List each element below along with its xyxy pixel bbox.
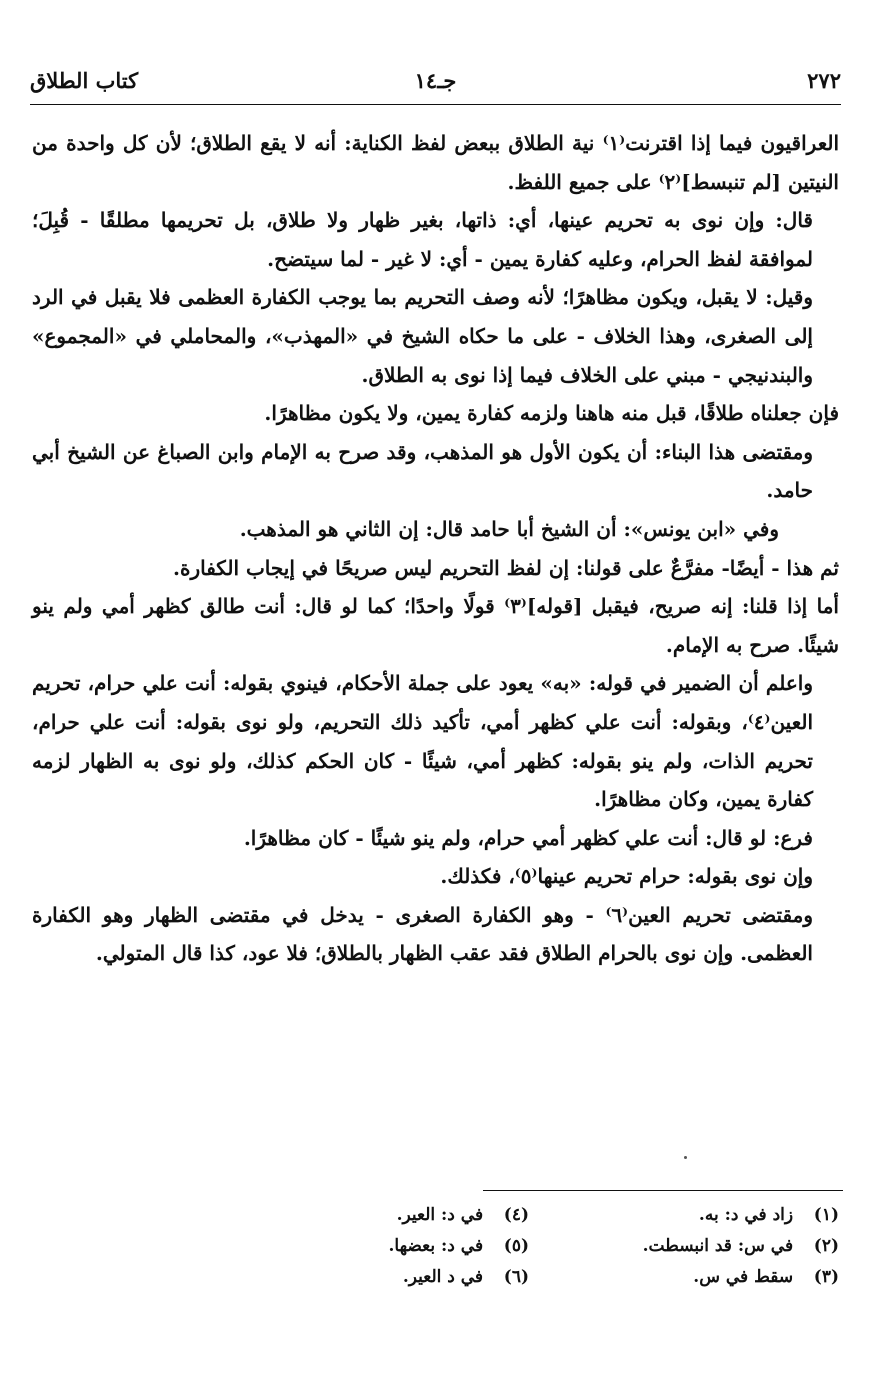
paragraph: العراقيون فيما إذا اقترنت⁽١⁾ نية الطلاق ببعض لفظ الكناية: أنه لا يقع الطلاق؛ لأن كل واحدة من النيتين [لم تنبسط]⁽٢⁾ على جميع اللفظ. — [32, 131, 840, 194]
footnote-text: في د: العير. — [396, 1205, 484, 1225]
footnote-column-left — [289, 1200, 529, 1293]
footnote-item — [599, 1262, 839, 1293]
main-text — [32, 124, 839, 973]
footnote-text: زاد في د: به. — [698, 1205, 794, 1225]
footnote-text: في د: بعضها. — [388, 1236, 484, 1256]
header-divider — [30, 104, 841, 105]
paragraph: وفي «ابن يونس»: أن الشيخ أبا حامد قال: إن الثاني هو المذهب. — [239, 516, 779, 541]
footnote-item — [289, 1231, 529, 1262]
paragraph: ثم هذا - أيضًا- مفرَّعٌ على قولنا: إن لفظ التحريم ليس صريحًا في إيجاب الكفارة. — [173, 555, 839, 580]
ink-dot — [684, 1156, 687, 1159]
paragraph: واعلم أن الضمير في قوله: «به» يعود على جملة الأحكام، فينوي بقوله: أنت علي حرام، تحريم العين⁽٤⁾، وبقوله: أنت علي كظهر أمي، تأكيد ذلك التحريم، ولو نوى بقوله: أنت علي حرام، تحريم الذات، ولم ينو بقوله: كظهر أمي، شيئًا - كان الحكم كذلك، ولو نوى به الظهار لزمه كفارة يمين، وكان مظاهرًا. — [32, 671, 813, 812]
footnote-item — [599, 1231, 839, 1262]
footnote-text: في د العير. — [402, 1267, 484, 1287]
paragraph: وقيل: لا يقبل، ويكون مظاهرًا؛ لأنه وصف التحريم بما يوجب الكفارة العظمى فلا يقبل في الرد إلى الصغرى، وهذا الخلاف - على ما حكاه الشيخ في «المهذب»، والمحاملي في «المجموع» والبندنيجي - مبني على الخلاف فيما إذا نوى به الطلاق. — [32, 285, 813, 387]
paragraph: قال: وإن نوى به تحريم عينها، أي: ذاتها، بغير ظهار ولا طلاق، بل تحريمها مطلقًا - قُبِلَ؛ لموافقة لفظ الحرام، وعليه كفارة يمين - أي: لا غير - لما سيتضح. — [32, 208, 813, 271]
footnote-text: في س: قد انبسطت. — [642, 1236, 794, 1256]
footnote-item — [289, 1200, 529, 1231]
paragraph: أما إذا قلنا: إنه صريح، فيقبل [قوله]⁽٣⁾ قولًا واحدًا؛ كما لو قال: أنت طالق كظهر أمي ولم ينو شيئًا. صرح به الإمام. — [32, 594, 839, 657]
footnote-number: (٥) — [503, 1236, 529, 1256]
book-title: كتاب الطلاق — [30, 68, 139, 93]
footnote-divider — [483, 1190, 843, 1191]
paragraph: ومقتضى هذا البناء: أن يكون الأول هو المذهب، وقد صرح به الإمام وابن الصباغ عن الشيخ أبي حامد. — [32, 439, 813, 503]
footnote-number: (٢) — [813, 1236, 839, 1256]
footnote-item — [599, 1200, 839, 1231]
volume-label: جـ١٤ — [414, 68, 457, 93]
paragraph: فرع: لو قال: أنت علي كظهر أمي حرام، ولم ينو شيئًا - كان مظاهرًا. — [243, 825, 813, 850]
footnote-number: (٣) — [813, 1267, 839, 1287]
footnote-column-right — [599, 1200, 839, 1293]
page-number: ٢٧٢ — [807, 68, 841, 93]
running-header — [30, 58, 841, 102]
paragraph: وإن نوى بقوله: حرام تحريم عينها⁽٥⁾، فكذلك. — [440, 864, 813, 889]
footnote-number: (١) — [813, 1205, 839, 1225]
footnote-number: (٤) — [503, 1205, 529, 1225]
footnote-item — [289, 1262, 529, 1293]
paragraph: ومقتضى تحريم العين⁽٦⁾ - وهو الكفارة الصغرى - يدخل في مقتضى الظهار وهو الكفارة العظمى. وإن نوى بالحرام الطلاق فقد عقب الظهار بالطلاق؛ فلا عود، كذا قال المتولي. — [32, 902, 813, 966]
footnote-number: (٦) — [503, 1267, 529, 1287]
paragraph: فإن جعلناه طلاقًا، قبل منه هاهنا ولزمه كفارة يمين، ولا يكون مظاهرًا. — [264, 401, 839, 426]
footnote-text: سقط في س. — [693, 1267, 794, 1287]
